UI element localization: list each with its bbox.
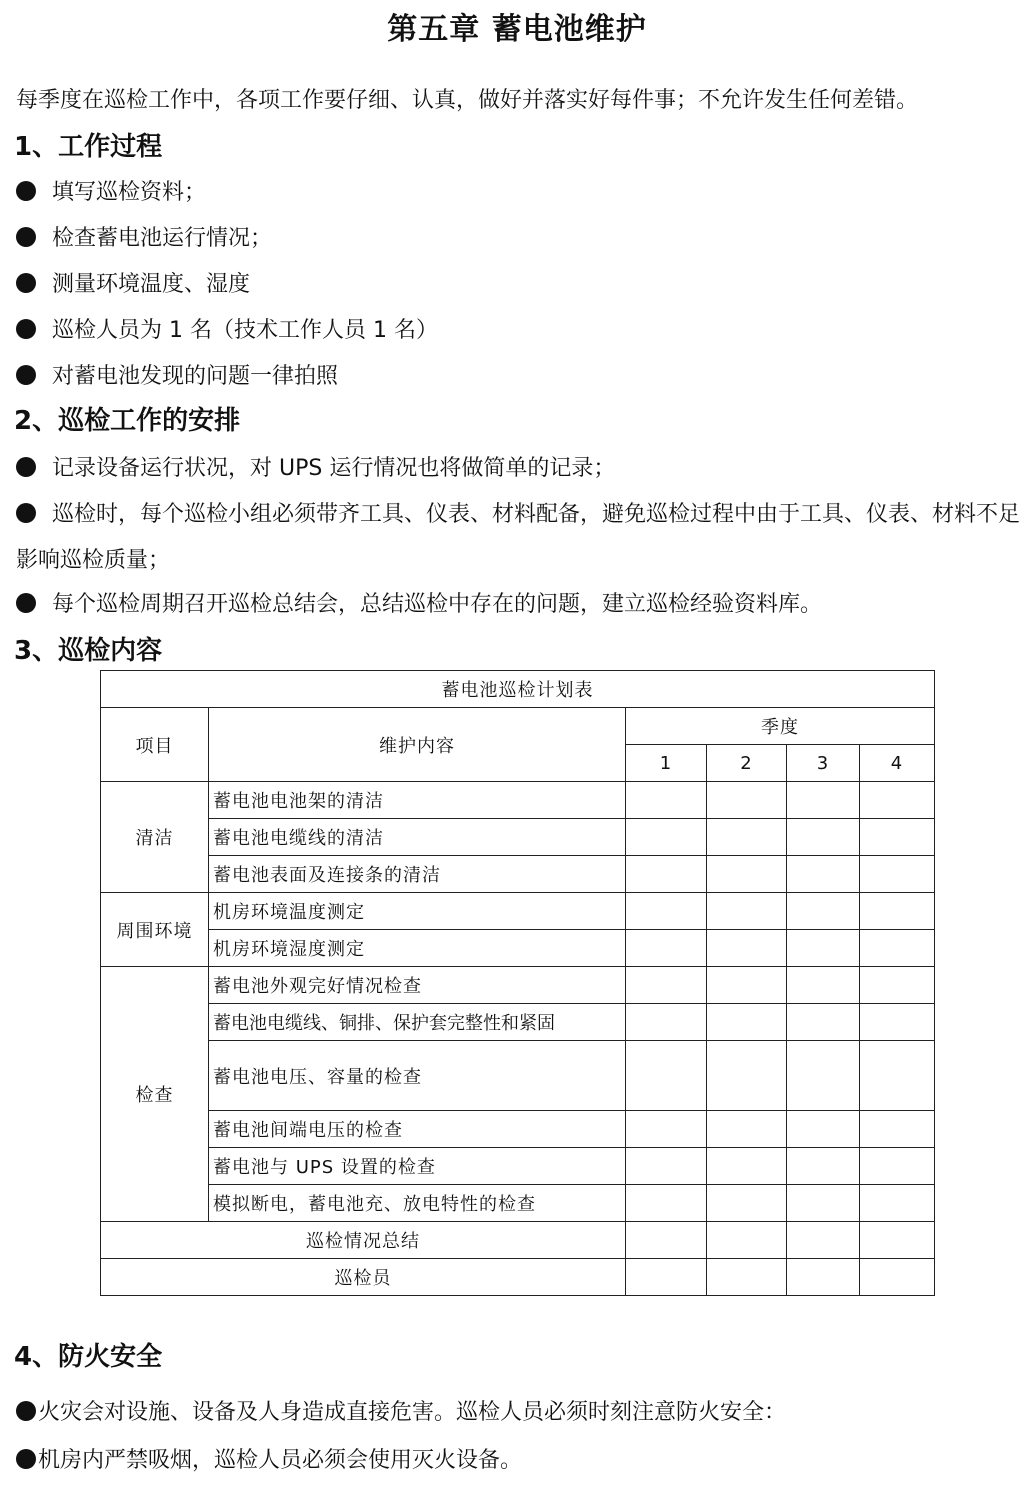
inspection-plan-table — [100, 670, 935, 1296]
check-cell[interactable] — [860, 893, 935, 930]
table-row — [101, 1111, 935, 1148]
task-cell: 蓄电池电压、容量的检查 — [209, 1041, 626, 1111]
bullet-item — [16, 590, 822, 620]
quarter-header: 2 — [707, 745, 787, 782]
column-header-item: 项目 — [101, 708, 209, 782]
check-cell[interactable] — [787, 967, 860, 1004]
check-cell[interactable] — [860, 1259, 935, 1296]
column-header-content: 维护内容 — [209, 708, 626, 782]
bullet-item — [16, 178, 206, 208]
check-cell[interactable] — [626, 819, 707, 856]
table-row — [101, 1041, 935, 1111]
bullet-text: 测量环境温度、湿度 — [52, 272, 251, 297]
quarter-header: 1 — [626, 745, 707, 782]
table-row — [101, 1185, 935, 1222]
table-row — [101, 1148, 935, 1185]
table-row — [101, 782, 935, 819]
check-cell[interactable] — [707, 819, 787, 856]
task-cell: 机房环境温度测定 — [209, 893, 626, 930]
check-cell[interactable] — [787, 1148, 860, 1185]
column-header-quarter: 季度 — [626, 708, 935, 745]
bullet-item — [16, 454, 615, 484]
check-cell[interactable] — [787, 819, 860, 856]
summary-row — [101, 1222, 935, 1259]
bullet-item — [16, 316, 438, 346]
task-cell: 蓄电池间端电压的检查 — [209, 1111, 626, 1148]
check-cell[interactable] — [626, 1185, 707, 1222]
bullet-item — [16, 224, 272, 254]
check-cell[interactable] — [860, 782, 935, 819]
table-row — [101, 1004, 935, 1041]
bullet-item — [16, 1446, 522, 1476]
check-cell[interactable] — [860, 930, 935, 967]
check-cell[interactable] — [707, 782, 787, 819]
bullet-text: 火灾会对设施、设备及人身造成直接危害。巡检人员必须时刻注意防火安全： — [38, 1400, 787, 1425]
check-cell[interactable] — [707, 1259, 787, 1296]
check-cell[interactable] — [626, 856, 707, 893]
check-cell[interactable] — [860, 967, 935, 1004]
section-3-heading: 3、巡检内容 — [14, 636, 163, 666]
bullet-text: 填写巡检资料； — [52, 180, 207, 205]
inspector-label: 巡检员 — [101, 1259, 626, 1296]
bullet-icon — [16, 181, 36, 201]
check-cell[interactable] — [860, 819, 935, 856]
check-cell[interactable] — [707, 893, 787, 930]
check-cell[interactable] — [787, 1004, 860, 1041]
check-cell[interactable] — [626, 1148, 707, 1185]
check-cell[interactable] — [787, 856, 860, 893]
section-4-heading: 4、防火安全 — [14, 1342, 163, 1372]
check-cell[interactable] — [626, 967, 707, 1004]
task-cell: 机房环境湿度测定 — [209, 930, 626, 967]
bullet-item — [16, 492, 1026, 584]
task-cell: 蓄电池电池架的清洁 — [209, 782, 626, 819]
table-row — [101, 893, 935, 930]
quarter-header: 3 — [787, 745, 860, 782]
check-cell[interactable] — [787, 1111, 860, 1148]
bullet-icon — [16, 365, 36, 385]
check-cell[interactable] — [860, 1185, 935, 1222]
check-cell[interactable] — [626, 1259, 707, 1296]
task-cell: 蓄电池外观完好情况检查 — [209, 967, 626, 1004]
check-cell[interactable] — [860, 1004, 935, 1041]
check-cell[interactable] — [860, 1041, 935, 1111]
bullet-icon — [16, 227, 36, 247]
check-cell[interactable] — [626, 893, 707, 930]
task-cell: 蓄电池与 UPS 设置的检查 — [209, 1148, 626, 1185]
bullet-icon — [16, 1449, 36, 1469]
check-cell[interactable] — [787, 1222, 860, 1259]
table-row — [101, 967, 935, 1004]
check-cell[interactable] — [787, 782, 860, 819]
check-cell[interactable] — [626, 1004, 707, 1041]
bullet-icon — [16, 503, 36, 523]
bullet-text: 巡检时，每个巡检小组必须带齐工具、仪表、材料配备，避免巡检过程中由于工具、仪表、材料不足影响巡检质量； — [16, 502, 1021, 573]
task-cell: 模拟断电，蓄电池充、放电特性的检查 — [209, 1185, 626, 1222]
task-cell: 蓄电池电缆线、铜排、保护套完整性和紧固 — [209, 1004, 626, 1041]
bullet-icon — [16, 319, 36, 339]
check-cell[interactable] — [707, 1185, 787, 1222]
check-cell[interactable] — [707, 967, 787, 1004]
bullet-item — [16, 270, 250, 300]
table-row — [101, 856, 935, 893]
bullet-icon — [16, 273, 36, 293]
quarter-header: 4 — [860, 745, 935, 782]
group-label: 周围环境 — [101, 893, 209, 967]
table-row — [101, 930, 935, 967]
bullet-text: 记录设备运行状况，对 UPS 运行情况也将做简单的记录； — [52, 456, 616, 481]
check-cell[interactable] — [787, 1259, 860, 1296]
bullet-text: 机房内严禁吸烟，巡检人员必须会使用灭火设备。 — [38, 1448, 523, 1473]
bullet-icon — [16, 593, 36, 613]
section-1-heading: 1、工作过程 — [14, 132, 163, 162]
check-cell[interactable] — [860, 1222, 935, 1259]
check-cell[interactable] — [707, 1041, 787, 1111]
summary-label: 巡检情况总结 — [101, 1222, 626, 1259]
inspector-row — [101, 1259, 935, 1296]
bullet-icon — [16, 1401, 36, 1421]
check-cell[interactable] — [626, 1222, 707, 1259]
check-cell[interactable] — [707, 1148, 787, 1185]
table-caption: 蓄电池巡检计划表 — [101, 671, 935, 708]
group-label: 检查 — [101, 967, 209, 1222]
bullet-text: 对蓄电池发现的问题一律拍照 — [52, 364, 339, 389]
check-cell[interactable] — [787, 930, 860, 967]
table-row — [101, 819, 935, 856]
task-cell: 蓄电池表面及连接条的清洁 — [209, 856, 626, 893]
check-cell[interactable] — [626, 782, 707, 819]
check-cell[interactable] — [626, 930, 707, 967]
check-cell[interactable] — [787, 1041, 860, 1111]
bullet-item — [16, 1398, 786, 1428]
bullet-icon — [16, 457, 36, 477]
bullet-text: 检查蓄电池运行情况； — [52, 226, 273, 251]
check-cell[interactable] — [707, 1111, 787, 1148]
page-title: 第五章 蓄电池维护 — [387, 12, 647, 47]
check-cell[interactable] — [860, 1148, 935, 1185]
check-cell[interactable] — [860, 856, 935, 893]
intro-text: 每季度在巡检工作中，各项工作要仔细、认真，做好并落实好每件事；不允许发生任何差错。 — [16, 88, 919, 113]
bullet-text: 巡检人员为 1 名（技术工作人员 1 名） — [52, 318, 438, 343]
check-cell[interactable] — [787, 1185, 860, 1222]
check-cell[interactable] — [707, 1004, 787, 1041]
check-cell[interactable] — [707, 930, 787, 967]
group-label: 清洁 — [101, 782, 209, 893]
check-cell[interactable] — [707, 1222, 787, 1259]
task-cell: 蓄电池电缆线的清洁 — [209, 819, 626, 856]
bullet-item — [16, 362, 338, 392]
check-cell[interactable] — [626, 1111, 707, 1148]
check-cell[interactable] — [860, 1111, 935, 1148]
check-cell[interactable] — [626, 1041, 707, 1111]
check-cell[interactable] — [787, 893, 860, 930]
bullet-text: 每个巡检周期召开巡检总结会，总结巡检中存在的问题，建立巡检经验资料库。 — [52, 592, 823, 617]
section-2-heading: 2、巡检工作的安排 — [14, 406, 241, 436]
check-cell[interactable] — [707, 856, 787, 893]
